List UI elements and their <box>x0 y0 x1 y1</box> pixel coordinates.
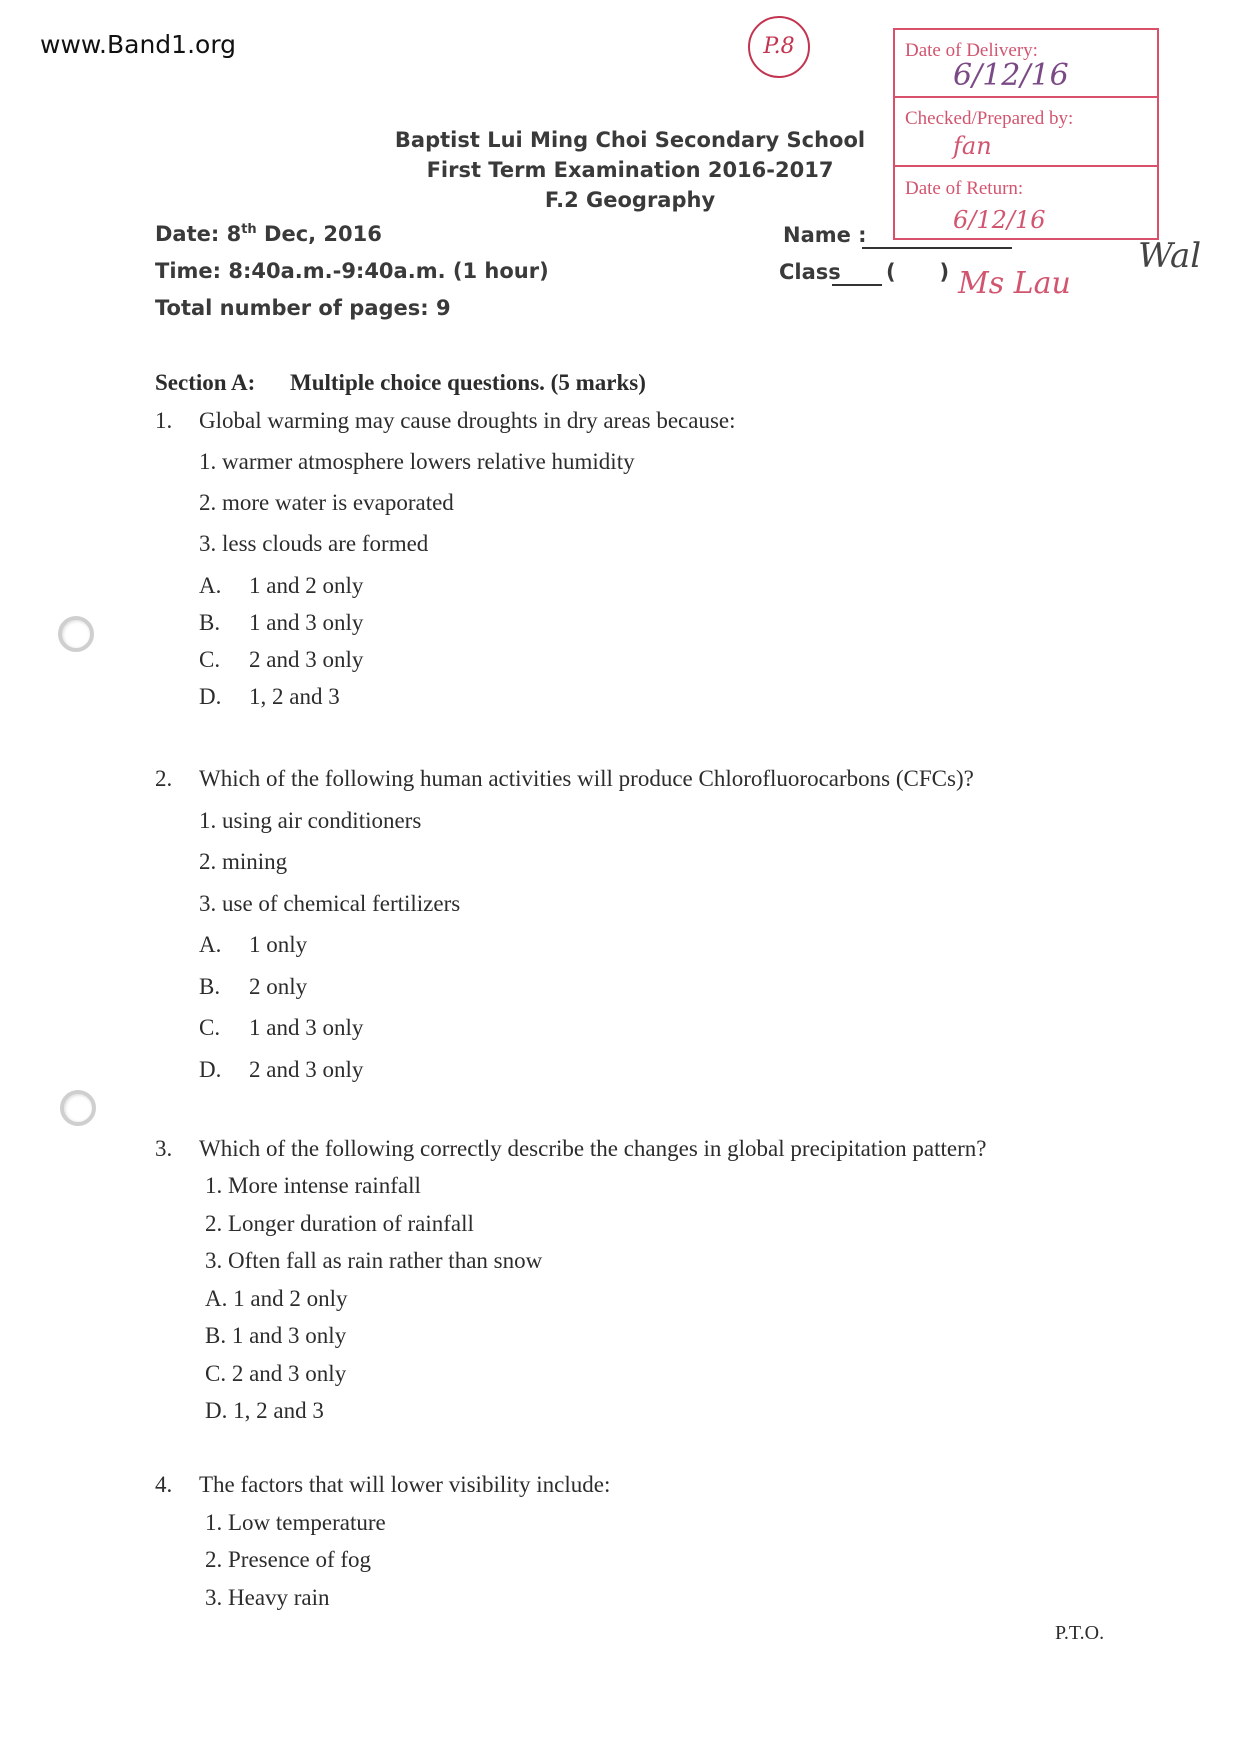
exam-title: First Term Examination 2016-2017 <box>426 158 834 182</box>
question-text: Global warming may cause droughts in dry areas because: <box>199 408 736 433</box>
delivery-stamp <box>893 28 1159 240</box>
name-line <box>862 247 1012 249</box>
statement: 3. Often fall as rain rather than snow <box>205 1248 543 1273</box>
statement: 2. more water is evaporated <box>199 490 454 515</box>
page-footer: P.T.O. <box>1055 1622 1105 1644</box>
stamp-row-delivery <box>895 30 1157 98</box>
option-text: 2 only <box>249 974 308 999</box>
option-text: 1 and 3 only <box>249 610 364 635</box>
statement: 3. Heavy rain <box>205 1585 330 1610</box>
page-mark: P.8 <box>748 16 810 78</box>
checked-signature: fan <box>953 132 992 160</box>
initials-handwriting: Wal <box>1138 236 1202 276</box>
statement: 1. More intense rainfall <box>205 1173 421 1198</box>
option-letter: B. <box>199 974 221 999</box>
statement: 1. warmer atmosphere lowers relative humidity <box>199 449 635 474</box>
class-number: ( ) <box>886 260 950 284</box>
option-letter: A. <box>199 932 222 957</box>
punch-hole <box>58 616 94 652</box>
name-label: Name : <box>783 223 867 247</box>
exam-time: Time: 8:40a.m.-9:40a.m. (1 hour) <box>155 259 549 283</box>
stamp-row-checked <box>895 100 1157 167</box>
option-letter: D. <box>199 1057 222 1082</box>
school-name: Baptist Lui Ming Choi Secondary School <box>394 128 866 152</box>
teacher-handwriting: Ms Lau <box>958 266 1071 301</box>
option-letter: A. <box>199 573 222 598</box>
question-number: 1. <box>155 408 173 433</box>
question-number: 3. <box>155 1136 173 1161</box>
return-label: Date of Return: <box>905 178 1024 199</box>
option-letter: C. <box>199 1015 221 1040</box>
option-letter: C. <box>199 647 221 672</box>
option-text: 1 and 3 only <box>249 1015 364 1040</box>
section-subtitle: Multiple choice questions. (5 marks) <box>290 370 646 395</box>
statement: 1. Low temperature <box>205 1510 386 1535</box>
option: D. 1, 2 and 3 <box>205 1398 324 1423</box>
option: B. 1 and 3 only <box>205 1323 347 1348</box>
statement: 1. using air conditioners <box>199 808 422 833</box>
option: C. 2 and 3 only <box>205 1361 347 1386</box>
option-letter: D. <box>199 684 222 709</box>
option-text: 2 and 3 only <box>249 647 364 672</box>
question-text: Which of the following human activities will produce Chlorofluorocarbons (CFCs)? <box>199 766 974 791</box>
question-number: 2. <box>155 766 173 791</box>
class-label: Class <box>779 260 841 284</box>
statement: 2. Presence of fog <box>205 1547 372 1572</box>
option-letter: B. <box>199 610 221 635</box>
statement: 2. mining <box>199 849 288 874</box>
return-date: 6/12/16 <box>953 206 1046 234</box>
option: A. 1 and 2 only <box>205 1286 348 1311</box>
option-text: 1, 2 and 3 <box>249 684 340 709</box>
checked-label: Checked/Prepared by: <box>905 108 1074 129</box>
class-line <box>832 284 882 286</box>
option-text: 1 and 2 only <box>249 573 364 598</box>
site-url: www.Band1.org <box>40 30 237 59</box>
stamp-row-return <box>895 168 1157 236</box>
subject-title: F.2 Geography <box>544 188 716 212</box>
delivery-label: Date of Delivery: <box>905 40 1038 61</box>
question-number: 4. <box>155 1472 173 1497</box>
section-title: Section A: <box>155 370 256 395</box>
statement: 2. Longer duration of rainfall <box>205 1211 474 1236</box>
question-text: Which of the following correctly describe the changes in global precipitation pattern? <box>199 1136 987 1161</box>
statement: 3. less clouds are formed <box>199 531 429 556</box>
punch-hole <box>60 1090 96 1126</box>
total-pages: Total number of pages: 9 <box>155 296 451 320</box>
option-text: 2 and 3 only <box>249 1057 364 1082</box>
question-text: The factors that will lower visibility include: <box>199 1472 611 1497</box>
exam-date: Date: 8th Dec, 2016 <box>155 222 382 246</box>
statement: 3. use of chemical fertilizers <box>199 891 461 916</box>
option-text: 1 only <box>249 932 308 957</box>
delivery-date: 6/12/16 <box>953 58 1069 93</box>
